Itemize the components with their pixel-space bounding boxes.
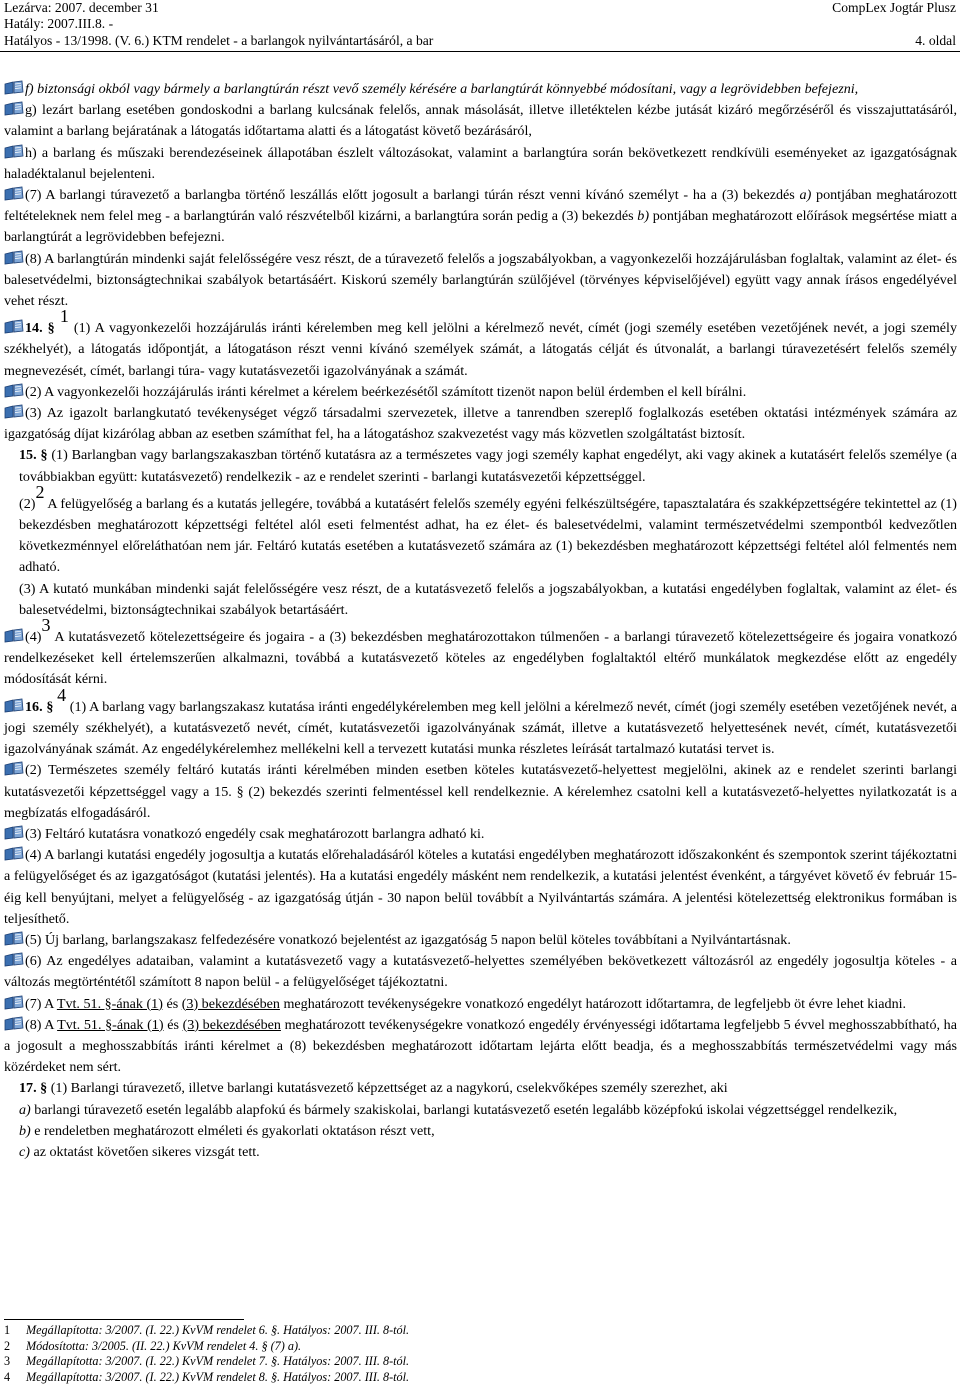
paragraph-13-8: (8) A barlangtúrán mindenki saját felelősségére vesz részt, de a túravezető felelős a jogszabályokban, a vagyonkezelői hozzájárulásban foglaltak, valamint az élet- és balesetvédelmi, biztonságtechnikai szabályok betartásáért. Kiskorú személy barlangtúrán szülőjével (törvényes képviselőjével) együtt vagy annak írásos engedélyével vehet részt.: [4, 250, 957, 310]
header-effective-date: Hatály: 2007.III.8. -: [4, 16, 114, 31]
book-icon[interactable]: [4, 319, 24, 334]
section-16-8: (8) A Tvt. 51. §-ának (1) és (3) bekezdésében meghatározott tevékenységekre vonatkozó engedély érvényességi időtartama legfeljebb 5 évvel meghosszabbítható, ha a jogosult a meghosszabbítás iránti kérelmet a (8) bekezdésben meghatározott időtartam lejárta előtt beadja, és a meghosszabbítás természetvédelmi vagy más közérdeket nem sért.: [4, 1016, 957, 1076]
footnote-ref-4[interactable]: 4: [57, 684, 67, 705]
section-16-3: (3) Feltáró kutatásra vonatkozó engedély csak meghatározott barlangra adható ki.: [4, 824, 957, 845]
book-icon[interactable]: [4, 404, 24, 419]
footnote-ref-2[interactable]: 2: [35, 481, 45, 502]
section-17-1-b: b) e rendeletben meghatározott elméleti és gyakorlati oktatáson részt vett,: [19, 1122, 435, 1139]
book-icon[interactable]: [4, 698, 24, 713]
footnote-item: 2 Módosította: 3/2005. (II. 22.) KvVM rendelet 4. § (7) a).: [4, 1338, 302, 1353]
book-icon[interactable]: [4, 825, 24, 840]
book-icon[interactable]: [4, 1016, 24, 1031]
section-15-4: $(4)^3$ A kutatásvezető kötelezettségeire és jogaira - a (3) bekezdésben meghatározottakon túlmenően - a barlangi túravezető kötelezettségeire és jogaira vonatkozó rendelkezéseket kell értelemszerűen alkalmazni, továbbá a kutatásvezető köteles az engedélyben foglaltaktól eltérő munkálatok megkezdése előtt az engedély módosítását kérni.: [4, 615, 957, 688]
paragraph-13-6-h: h) a barlang és műszaki berendezéseinek állapotában észlelt változásokat, valamint a barlangtúra során bekövetkezett rendkívüli eseményeket az igazgatóságnak haladéktalanul bejelenteni.: [4, 144, 957, 182]
law-link-tvt-51-3[interactable]: (3) bekezdésében: [181, 995, 280, 1012]
book-icon[interactable]: [4, 383, 24, 398]
section-14-1: 14. § $^1$ (1) A vagyonkezelői hozzájárulás iránti kérelemben meg kell jelölni a kérelmező nevét, címét (jogi személy esetében vezetőjének nevét, a jogi személy székhelyét), a látogatás időpontját, a látogatáson részt venni kívánó személyek számát, a látogatás célját és útvonalát, a barlangi túravezetésért felelős személy megnevezését, címét, barlangi túra- vagy kutatásvezetői igazolványának a számát.: [4, 306, 958, 379]
section-14-2: (2) A vagyonkezelői hozzájárulás iránti kérelmet a kérelem beérkezésétől számított tizenöt napon belül érdemben el kell bírálni.: [4, 382, 957, 403]
book-icon[interactable]: [4, 995, 24, 1010]
header-page-number: 4. oldal: [915, 33, 956, 48]
paragraph-13-6-f: f) biztonsági okból vagy bármely a barlangtúrán részt vevő személy kérésére a barlangtúrát könnyebbé módosítani, vagy a legrövidebben befejezni,: [4, 79, 957, 100]
book-icon[interactable]: [4, 761, 24, 776]
section-16-5: (5) Új barlang, barlangszakasz felfedezésére vonatkozó bejelentést az igazgatóság 5 napon belül köteles továbbítani a Nyilvántartásnak.: [4, 930, 957, 951]
document-body: [4, 79, 957, 1163]
footnote-divider: [4, 1319, 244, 1320]
footnote-item: 1 Megállapította: 3/2007. (I. 22.) KvVM rendelet 6. §. Hatályos: 2007. III. 8-tól.: [4, 1323, 410, 1337]
paragraph-13-6-g: g) lezárt barlang esetében gondoskodni a barlang kulcsának felelős, annak másolását, illetve illetéktelen kézbe jutását kizáró megőrzéséről és visszajuttatásáról, valamint a barlang bejáratának a látogatás időtartama alatti és a látogatást követő bezárásáról,: [4, 102, 957, 140]
book-icon[interactable]: [4, 80, 24, 95]
book-icon[interactable]: [4, 186, 24, 201]
footnote-item: 4 Megállapította: 3/2007. (I. 22.) KvVM rendelet 8. §. Hatályos: 2007. III. 8-tól.: [4, 1369, 410, 1384]
footnote-ref-1[interactable]: 1: [59, 306, 69, 327]
section-16-2: (2) Természetes személy feltáró kutatás iránti kérelmében minden esetben köteles kutatásvezető-helyettest megjelölni, akinek az e rendelet szerinti barlangi kutatásvezetői képzettséggel vagy a 15. § (2) bekezdés szerinti felmentéssel kell rendelkeznie. A kérelemhez csatolni kell a kutatásvezető-helyettes nyilatkozatát is a megbízatás elfogadásáról.: [4, 762, 957, 821]
section-17-1-c: c) az oktatást követően sikeres vizsgát tett.: [19, 1143, 260, 1160]
section-16-6: (6) Az engedélyes adataiban, valamint a kutatásvezető vagy a kutatásvezető-helyettes személyében bekövetkezett változásról az engedély jogosultja köteles - a változás megtörténtétől számított 8 napon belül - a felügyelőséget tájékoztatni.: [4, 953, 957, 991]
section-15-3: (3) A kutató munkában mindenki saját felelősségére vesz részt, de a kutatásvezető felelős a jogszabályokban, a kutatási engedélyben foglaltak, valamint az élet- és balesetvédelmi, biztonságtechnikai szabályok betartásáért.: [19, 580, 957, 618]
book-icon[interactable]: [4, 101, 24, 116]
law-link-tvt-51-3[interactable]: (3) bekezdésében: [182, 1016, 281, 1033]
section-17-1-a: a) barlangi túravezető esetén legalább alapfokú és bármely szakiskolai, barlangi kutatásvezető esetén legalább középfokú iskolai végzettséggel rendelkezik,: [19, 1101, 898, 1118]
section-16-7: (7) A Tvt. 51. §-ának (1) és (3) bekezdésében meghatározott tevékenységekre vonatkozó engedélyt határozott időtartamra, de legfeljebb öt évre lehet kiadni.: [4, 994, 957, 1015]
paragraph-13-7: (7) A barlangi túravezető a barlangba történő leszállás előtt jogosult a barlangi túrán részt venni kívánó személyt - ha a (3) bekezdés a) pontjában meghatározott feltételeknek nem felel meg - a barlangtúrán való részvételből kizárni, a barlangtúra során pedig a (3) bekezdés b) pontjában meghatározott előírások megsértése miatt a barlangtúrát a legrövidebben befejezni.: [4, 187, 958, 246]
footnote-ref-3[interactable]: 3: [41, 615, 51, 636]
section-17-1: 17. § (1) Barlangi túravezető, illetve barlangi kutatásvezető képzettséget az a nagykorú, cselekvőképes személy szerezhet, aki: [19, 1080, 728, 1097]
book-icon[interactable]: [4, 846, 24, 861]
law-link-tvt-51-1[interactable]: Tvt. 51. §-ának (1): [56, 995, 163, 1012]
book-icon[interactable]: [4, 931, 24, 946]
book-icon[interactable]: [4, 952, 24, 967]
law-link-tvt-51-1[interactable]: Tvt. 51. §-ának (1): [57, 1016, 164, 1033]
page-header: [0, 0, 960, 52]
footnotes: [4, 1323, 804, 1385]
header-divider: [0, 51, 960, 52]
section-16-4: (4) A barlangi kutatási engedély jogosultja a kutatás előrehaladásáról köteles a kutatási engedélyben meghatározott időszakonként és szempontok szerint tájékoztatni a felügyelőséget és az igazgatóságot (kutatási jelentés). Ha a kutatási engedély másként nem rendelkezik, a kutatási jelentést évenként, a tárgyévet követő év február 15-éig kell benyújtani, melyet a felügyelőség - az igazgatóság útján - 30 napon belül továbbít a Nyilvántartás számára. A jelentési kötelezettség elektronikus formában is teljesíthető.: [4, 847, 957, 927]
section-15-2: $(2)^2$ A felügyelőség a barlang és a kutatás jellegére, továbbá a kutatásért felelős személy egyéni felkészültségére, tapasztalatára és szakképzettségére tekintettel az (1) bekezdésben meghatározott képzettségi feltétel alól eseti felmentést adhat, ha ez élet- és balesetvédelmi, valamint természetvédelmi szempontból kedvezőtlen következménnyel előreláthatóan nem jár. Feltáró kutatás esetében a kutatásvezető számára az (1) bekezdésben meghatározott képzettségi feltétel alól felmentés nem adható.: [19, 481, 957, 576]
book-icon[interactable]: [4, 628, 24, 643]
section-16-1: 16. § $^4$ (1) A barlang vagy barlangszakasz kutatása iránti engedélykérelemben meg kell jelölni a kérelmező nevét, címét (jogi személy esetében vezetőjének nevét, a jogi személy székhelyét), a kutatásvezető nevét, címét, kutatásvezetői igazolványának számát, illetve a kutatásvezető helyettesének nevét, címét, kutatásvezetői igazolványának számát. Az engedélykérelemhez mellékelni kell a tervezett kutatási munka részletes leírását tartalmazó kutatási tervet is.: [4, 684, 958, 758]
section-14-3: (3) Az igazolt barlangkutató tevékenységet végző társadalmi szervezetek, illetve a tanrendben szereplő foglalkozás esetében oktatási intézmények számára az igazgatóság díjat kizárólag abban az esetben számíthat fel, ha a látogatáshoz szakvezetést vagy más közvetlen szolgáltatást biztosít.: [4, 405, 957, 443]
book-icon[interactable]: [4, 144, 24, 159]
section-15-1: 15. § (1) Barlangban vagy barlangszakaszban történő kutatásra az a természetes vagy jogi személy kaphat engedélyt, aki vagy akinek a kutatásért felelős személye (a továbbiakban együtt: kutatásvezető) rendelkezik - az e rendelet szerinti - barlangi kutatásvezetői képzettséggel.: [19, 447, 958, 485]
footnote-item: 3 Megállapította: 3/2007. (I. 22.) KvVM rendelet 7. §. Hatályos: 2007. III. 8-tól.: [4, 1354, 410, 1369]
header-closing-date: Lezárva: 2007. december 31: [4, 0, 159, 15]
header-document-title: Hatályos - 13/1998. (V. 6.) KTM rendelet - a barlangok nyilvántartásáról, a bar: [4, 33, 434, 48]
header-product-name: CompLex Jogtár Plusz: [832, 0, 956, 15]
book-icon[interactable]: [4, 250, 24, 265]
